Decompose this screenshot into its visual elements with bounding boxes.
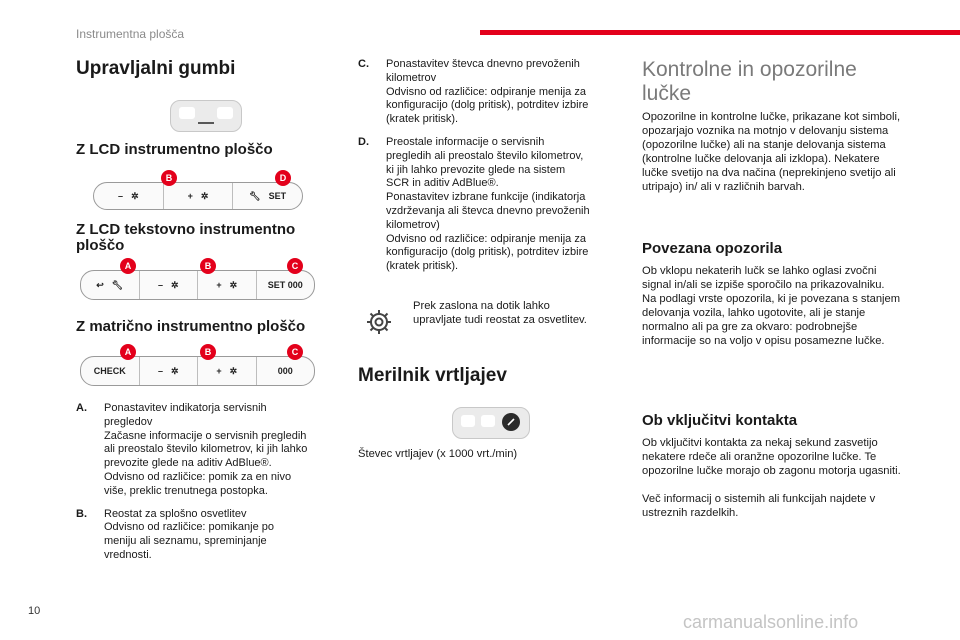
dimmer-plus-button[interactable]: + ✲: [198, 271, 257, 299]
title-ignition-on: Ob vključitvi kontakta: [642, 412, 798, 429]
definition-a: A. Ponastavitev indikatorja servisnih pregledov Začasne informacije o servisnih pregledih ali preostalo število kilometrov, ki jih lahko prevozite glede na aditiv AdBlue®. Odvisno od različice: pomik za en nivo više, preklic trenutnega postopka.: [76, 402, 308, 497]
badge-b: B: [200, 258, 216, 274]
return-icon: ↩: [96, 279, 104, 290]
brightness-icon: ✲: [200, 190, 209, 201]
title-rev-counter: Merilnik vrtljajev: [358, 365, 507, 386]
service-set-button[interactable]: 🔧︎ SET: [249, 190, 287, 201]
definitions-c-d: [358, 58, 618, 283]
brightness-icon: ✲: [229, 365, 238, 376]
badge-d: D: [275, 170, 291, 186]
dimmer-plus-button[interactable]: + ✲: [198, 357, 257, 385]
subtitle-matrix-panel: Z matrično instrumentno ploščo: [76, 318, 306, 335]
rev-counter-thumbnail: [452, 407, 530, 439]
control-panel-thumbnail: [170, 100, 242, 132]
brightness-icon: ✲: [170, 365, 179, 376]
watermark: carmanualsonline.info: [683, 612, 859, 632]
rev-counter-caption: Števec vrtljajev (x 1000 vrt./min): [358, 448, 518, 460]
title-control-buttons: Upravljalni gumbi: [76, 58, 236, 79]
trip-set-button[interactable]: SET 000: [267, 280, 303, 290]
subtitle-text-panel-1: Z LCD tekstovno instrumentno: [76, 221, 296, 238]
dimmer-minus-button[interactable]: – ✲: [140, 357, 199, 385]
subtitle-text-panel-2: ploščo: [76, 237, 125, 254]
badge-a: A: [120, 344, 136, 360]
touchscreen-tip: Prek zaslona na dotik lahko upravljate tudi reostat za osvetlitev.: [413, 300, 587, 326]
brightness-icon: ✲: [170, 279, 179, 290]
dimmer-minus-button[interactable]: – ✲: [140, 271, 199, 299]
dimmer-plus-button[interactable]: + ✲: [164, 183, 234, 209]
trip-reset-button[interactable]: 000: [277, 366, 293, 376]
gear-icon: [364, 307, 394, 337]
header-accent-bar: [480, 30, 960, 35]
page-number: 10: [28, 605, 41, 617]
brightness-icon: ✲: [131, 190, 139, 201]
title-associated-alerts: Povezana opozorila: [642, 240, 783, 257]
brightness-icon: ✲: [229, 279, 238, 290]
text-control-panel: [80, 270, 315, 300]
badge-a: A: [120, 258, 136, 274]
definitions-a-b: [76, 402, 326, 572]
wrench-icon: 🔧︎: [111, 279, 124, 290]
title-warning-lights: Kontrolne in opozorilne lučke: [642, 58, 857, 105]
reset-service-button[interactable]: [81, 271, 140, 299]
section-header: Instrumentna plošča: [76, 27, 185, 41]
associated-alerts-text: Ob vklopu nekaterih lučk se lahko oglasi zvočni signal in/ali se izpiše sporočilo na prikazovalniku. Na podlagi vrste opozorila, ki je povezana s stanjem delovanja vozila, lahko ugotovite, ali je stanje normalno ali pa gre za okvaro: podrobnejše informacije so na voljo v opisu posamezne lučke.: [642, 265, 901, 347]
badge-b: B: [200, 344, 216, 360]
badge-c: C: [287, 344, 303, 360]
lcd-control-panel: [93, 182, 303, 210]
wrench-icon: 🔧︎: [249, 190, 261, 201]
definition-c: C. Ponastavitev števca dnevno prevoženih kilometrov Odvisno od različice: odpiranje menija za konfiguracijo (dolg pritisk), potrditev izbire (kratek pritisk).: [358, 58, 589, 126]
check-button[interactable]: CHECK: [81, 357, 140, 385]
ignition-on-text: Ob vključitvi kontakta za nekaj sekund zasvetijo nekatere rdeče ali oranžne opozorilne lučke. Te opozorilne lučke morajo ob zagonu motorja ugasniti. Več informacij o sistemih ali funkcijah najdete v ustreznih razdelkih.: [642, 437, 901, 519]
definition-d: D. Preostale informacije o servisnih pregledih ali preostalo število kilometrov, ki jih lahko prevozite glede na sistem SCR in aditiv AdBlue®. Ponastavitev izbrane funkcije (indikatorja vzdrževanja ali števca dnevno prevoženih kilometrov) Odvisno od različice: odpiranje menija za konfiguracijo (dolg pritisk), potrditev izbire (kratek pritisk).: [358, 135, 590, 273]
warning-lights-intro: Opozorilne in kontrolne lučke, prikazane kot simboli, opozarjajo voznika na motnjo v delovanju sistema (opozorilne lučke) ali na stanje delovanja sistema (kontrolne lučke delovanja ali izklopa). Nekatere lučke svetijo na dva načina (neprekinjeno svetijo ali utripajo) in/ ali v različnih barvah.: [642, 111, 901, 193]
definition-b: B. Reostat za splošno osvetlitev Odvisno od različice: pomikanje po meniju ali seznamu, spreminjanje vrednosti.: [76, 507, 274, 561]
dimmer-minus-button[interactable]: – ✲: [94, 183, 164, 209]
badge-c: C: [287, 258, 303, 274]
matrix-control-panel: [80, 356, 315, 386]
badge-b: B: [161, 170, 177, 186]
subtitle-lcd-panel: Z LCD instrumentno ploščo: [76, 141, 273, 158]
